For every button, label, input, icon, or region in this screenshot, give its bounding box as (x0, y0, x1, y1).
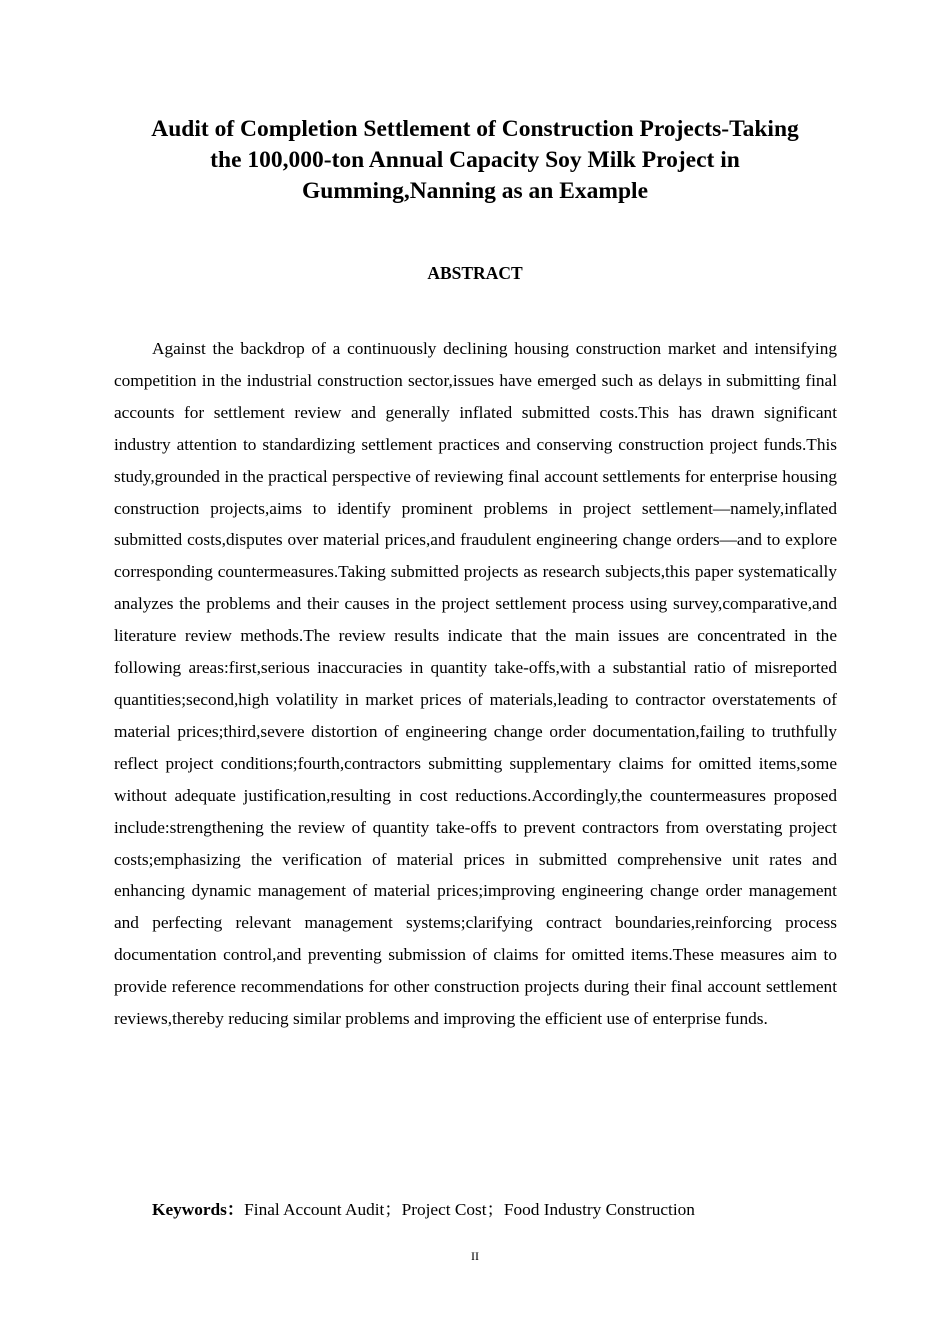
page-number: II (471, 1249, 479, 1263)
title-line-2: the 100,000-ton Annual Capacity Soy Milk Project in (210, 147, 740, 173)
paper-title (100, 114, 850, 207)
title-line-1: Audit of Completion Settlement of Construction Projects-Taking (151, 116, 799, 142)
title-line-3: Gumming,Nanning as an Example (301, 178, 649, 204)
keywords-label: Keywords： (152, 1200, 245, 1219)
abstract-heading: ABSTRACT (427, 263, 523, 283)
abstract-paragraph: Against the backdrop of a continuously declining housing construction market and intensifying competition in the industrial construction sector,issues have emerged such as delays in submitting final accounts for settlement review and generally inflated submitted costs.This has drawn significant industry attention to standardizing settlement practices and conserving construction project funds.This study,grounded in the practical perspective of reviewing final account settlements for enterprise housing construction projects,aims to identify prominent problems in project settlement—namely,inflated submitted costs,disputes over material prices,and fraudulent engineering change orders—and to explore corresponding countermeasures.Taking submitted projects as research subjects,this paper systematically analyzes the problems and their causes in the project settlement process using survey,comparative,and literature review methods.The review results indicate that the main issues are concentrated in the following areas:first,serious inaccuracies in quantity take-offs,with a substantial ratio of misreported quantities;second,high volatility in market prices of materials,leading to contractor overstatements of material prices;third,severe distortion of engineering change order documentation,failing to truthfully reflect project conditions;fourth,contractors submitting supplementary claims for omitted items,some without adequate justification,resulting in cost reductions.Accordingly,the countermeasures proposed include:strengthening the review of quantity take-offs to prevent contractors from overstating project costs;emphasizing the verification of material prices in submitted comprehensive unit rates and enhancing dynamic management of material prices;improving engineering change order management and perfecting relevant management systems;clarifying contract boundaries,reinforcing process documentation control,and preventing submission of claims for omitted items.These measures aim to provide reference recommendations for other construction projects during their final account settlement reviews,thereby reducing similar problems and improving the efficient use of enterprise funds. (114, 339, 837, 1029)
keywords-list: Final Account Audit；Project Cost；Food Industry Construction (244, 1200, 695, 1219)
keywords-line (152, 1196, 852, 1224)
